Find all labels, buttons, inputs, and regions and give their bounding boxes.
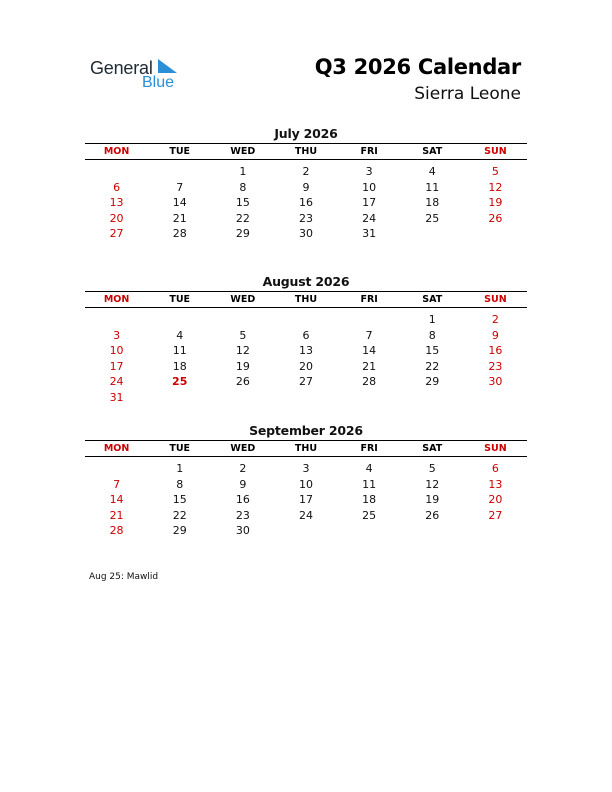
day-cell: 3 xyxy=(365,165,373,178)
week-row xyxy=(85,390,527,406)
day-cell: 28 xyxy=(172,227,187,240)
day-cell: 24 xyxy=(362,211,377,225)
day-cell: 1 xyxy=(239,165,247,178)
day-cell: 12 xyxy=(425,477,440,491)
day-cell: 14 xyxy=(362,344,377,357)
weekday-wed: WED xyxy=(230,443,256,454)
empty-day-cell xyxy=(338,390,401,406)
day-cell: 19 xyxy=(425,493,440,506)
week-row xyxy=(85,523,527,539)
page-title: Q3 2026 Calendar xyxy=(314,55,521,79)
day-cell: 31 xyxy=(362,227,377,240)
day-cell: 3 xyxy=(113,328,121,342)
day-cell: 27 xyxy=(298,375,313,388)
day-cell: 15 xyxy=(172,493,187,506)
empty-day-cell xyxy=(85,164,148,180)
day-cell: 10 xyxy=(298,477,313,491)
day-cell: 11 xyxy=(172,344,187,357)
day-cell: 23 xyxy=(488,359,503,373)
logo-word-general: General xyxy=(90,58,153,78)
day-cell: 20 xyxy=(298,359,313,373)
generalblue-logo xyxy=(90,56,200,96)
day-cell: 31 xyxy=(109,390,124,404)
day-cell: 7 xyxy=(113,477,121,491)
week-row xyxy=(85,211,527,227)
day-cell: 13 xyxy=(488,477,503,491)
day-cell: 17 xyxy=(109,359,124,373)
day-cell: 25 xyxy=(425,211,440,225)
day-cell: 17 xyxy=(362,196,377,209)
day-cell: 21 xyxy=(362,359,377,373)
day-cell: 29 xyxy=(172,524,187,537)
weekday-thu: THU xyxy=(294,146,318,157)
day-cell: 13 xyxy=(109,196,124,209)
weekday-mon: MON xyxy=(103,443,130,454)
day-cell: 27 xyxy=(109,227,124,240)
empty-day-cell xyxy=(401,390,464,406)
day-cell: 30 xyxy=(235,524,250,537)
weekday-sat: SAT xyxy=(422,294,443,305)
week-row xyxy=(85,477,527,493)
day-cell: 13 xyxy=(298,344,313,357)
empty-day-cell xyxy=(274,312,337,328)
day-cell: 10 xyxy=(362,180,377,194)
day-cell: 7 xyxy=(365,328,373,342)
month-title: July 2026 xyxy=(274,126,338,141)
day-cell: 5 xyxy=(239,328,247,342)
day-cell: 8 xyxy=(428,328,436,342)
empty-day-cell xyxy=(85,312,148,328)
empty-day-cell xyxy=(464,390,527,406)
week-row xyxy=(85,328,527,344)
day-cell: 11 xyxy=(362,477,377,491)
weekday-sun: SUN xyxy=(484,294,507,305)
day-cell: 1 xyxy=(176,462,184,475)
day-cell: 16 xyxy=(235,493,250,506)
weekday-tue: TUE xyxy=(169,443,191,454)
days-grid xyxy=(85,308,527,405)
weekday-sun: SUN xyxy=(484,443,507,454)
empty-day-cell xyxy=(274,390,337,406)
day-cell: 7 xyxy=(176,180,184,194)
day-cell: 18 xyxy=(172,359,187,373)
day-cell: 23 xyxy=(235,508,250,522)
day-cell: 30 xyxy=(488,375,503,388)
day-cell: 1 xyxy=(428,313,436,326)
week-row xyxy=(85,343,527,359)
days-grid xyxy=(85,457,527,539)
day-cell: 26 xyxy=(425,508,440,522)
day-cell: 15 xyxy=(235,196,250,209)
day-cell: 26 xyxy=(488,211,503,225)
day-cell: 29 xyxy=(425,375,440,388)
day-cell: 4 xyxy=(428,165,436,178)
day-cell: 2 xyxy=(302,165,310,178)
day-cell: 27 xyxy=(488,508,503,522)
day-cell: 22 xyxy=(235,211,250,225)
day-cell: 3 xyxy=(302,462,310,475)
weekday-wed: WED xyxy=(230,294,256,305)
week-row xyxy=(85,508,527,524)
day-cell: 22 xyxy=(172,508,187,522)
day-cell: 24 xyxy=(298,508,313,522)
day-cell: 25 xyxy=(362,508,377,522)
weekday-thu: THU xyxy=(294,294,318,305)
day-cell: 16 xyxy=(488,344,503,357)
weekday-header xyxy=(85,291,527,308)
day-cell: 18 xyxy=(425,196,440,209)
day-cell: 8 xyxy=(239,180,247,194)
day-cell: 24 xyxy=(109,375,124,388)
empty-day-cell xyxy=(464,523,527,539)
day-cell: 9 xyxy=(302,180,310,194)
month-august xyxy=(85,273,527,405)
day-cell: 5 xyxy=(428,462,436,475)
day-cell: 28 xyxy=(362,375,377,388)
weekday-sat: SAT xyxy=(422,443,443,454)
day-cell: 9 xyxy=(239,477,247,491)
empty-day-cell xyxy=(401,523,464,539)
country-name: Sierra Leone xyxy=(414,84,521,104)
weekday-sat: SAT xyxy=(422,146,443,157)
empty-day-cell xyxy=(85,461,148,477)
empty-day-cell xyxy=(274,523,337,539)
day-cell: 6 xyxy=(302,328,310,342)
week-row xyxy=(85,195,527,211)
day-cell: 20 xyxy=(488,493,503,506)
empty-day-cell xyxy=(464,226,527,242)
week-row xyxy=(85,492,527,508)
day-cell: 19 xyxy=(235,359,250,373)
day-cell: 6 xyxy=(113,180,121,194)
day-cell: 21 xyxy=(109,508,124,522)
day-cell: 20 xyxy=(109,211,124,225)
day-cell: 29 xyxy=(235,227,250,240)
week-row xyxy=(85,312,527,328)
day-cell: 10 xyxy=(109,344,124,357)
day-cell: 23 xyxy=(298,211,313,225)
day-cell: 19 xyxy=(488,196,503,209)
day-cell: 15 xyxy=(425,344,440,357)
month-title: September 2026 xyxy=(249,423,363,438)
weekday-sun: SUN xyxy=(484,146,507,157)
day-cell: 9 xyxy=(491,328,499,342)
day-cell: 11 xyxy=(425,180,440,194)
day-cell: 2 xyxy=(239,462,247,475)
weekday-fri: FRI xyxy=(360,146,378,157)
logo-triangle-icon xyxy=(158,58,178,74)
day-cell: 14 xyxy=(172,196,187,209)
day-cell: 8 xyxy=(176,477,184,491)
day-cell: 22 xyxy=(425,359,440,373)
day-cell: 6 xyxy=(491,462,499,475)
empty-day-cell xyxy=(148,390,211,406)
day-cell: 5 xyxy=(491,165,499,178)
holiday-note: Aug 25: Mawlid xyxy=(89,572,159,582)
day-cell: 28 xyxy=(109,524,124,537)
weekday-mon: MON xyxy=(103,146,130,157)
day-cell: 12 xyxy=(488,180,503,194)
empty-day-cell xyxy=(401,226,464,242)
day-cell: 2 xyxy=(491,313,499,326)
logo-word-blue: Blue xyxy=(142,74,175,91)
day-cell: 26 xyxy=(235,375,250,388)
week-row xyxy=(85,226,527,242)
week-row xyxy=(85,374,527,390)
empty-day-cell xyxy=(148,164,211,180)
weekday-tue: TUE xyxy=(169,294,191,305)
week-row xyxy=(85,164,527,180)
empty-day-cell xyxy=(211,390,274,406)
day-cell: 21 xyxy=(172,211,187,225)
holiday-notes xyxy=(89,572,158,582)
day-cell: 17 xyxy=(298,493,313,506)
weekday-tue: TUE xyxy=(169,146,191,157)
empty-day-cell xyxy=(338,523,401,539)
weekday-wed: WED xyxy=(230,146,256,157)
day-cell: 12 xyxy=(235,344,250,357)
weekday-header xyxy=(85,440,527,457)
empty-day-cell xyxy=(148,312,211,328)
days-grid xyxy=(85,160,527,242)
weekday-mon: MON xyxy=(103,294,130,305)
month-july xyxy=(85,125,527,242)
day-cell: 16 xyxy=(298,196,313,209)
week-row xyxy=(85,461,527,477)
empty-day-cell xyxy=(211,312,274,328)
week-row xyxy=(85,180,527,196)
weekday-thu: THU xyxy=(294,443,318,454)
weekday-fri: FRI xyxy=(360,443,378,454)
weekday-header xyxy=(85,143,527,160)
empty-day-cell xyxy=(338,312,401,328)
month-september xyxy=(85,422,527,539)
day-cell: 30 xyxy=(298,227,313,240)
week-row xyxy=(85,359,527,375)
day-cell: 25 xyxy=(172,375,188,388)
day-cell: 14 xyxy=(109,493,124,506)
day-cell: 4 xyxy=(365,462,373,475)
day-cell: 18 xyxy=(362,493,377,506)
month-title: August 2026 xyxy=(262,274,350,289)
day-cell: 4 xyxy=(176,328,184,342)
weekday-fri: FRI xyxy=(360,294,378,305)
